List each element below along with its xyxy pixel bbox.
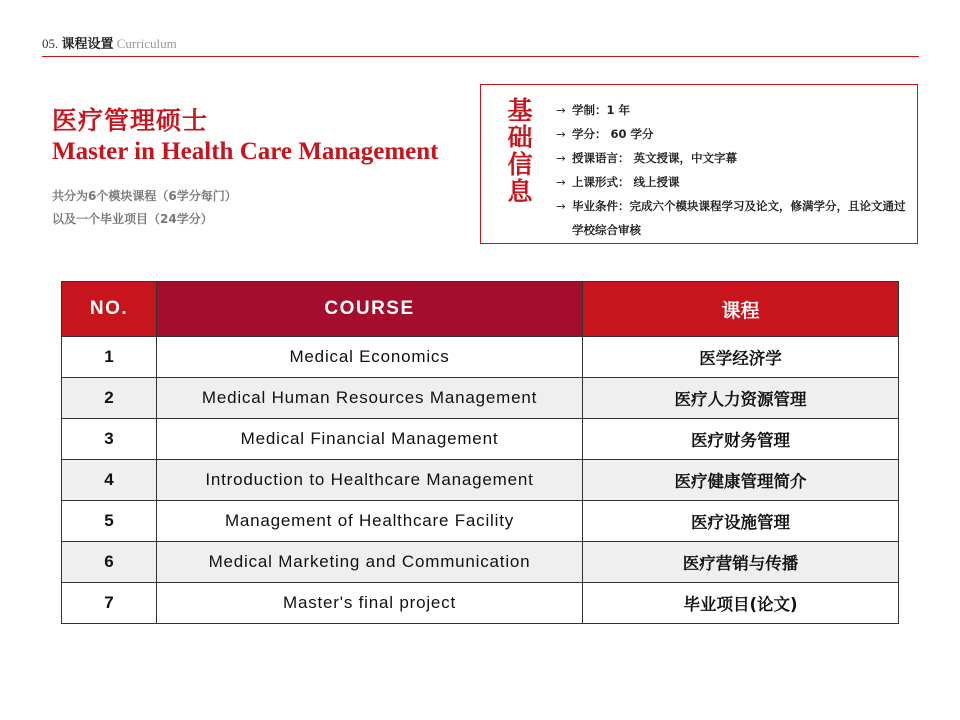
course-name-cn: 医疗财务管理: [583, 419, 899, 460]
course-number: 7: [62, 583, 157, 624]
info-item-format: [556, 170, 911, 194]
course-name-en: Medical Human Resources Management: [157, 378, 583, 419]
info-item-text: 授课语言： 英文授课，中文字幕: [572, 151, 738, 165]
info-item-duration: [556, 98, 911, 122]
course-name-cn: 医学经济学: [583, 337, 899, 378]
info-item-text: 毕业条件：完成六个模块课程学习及论文，修满学分，且论文通过学校综合审核: [572, 199, 906, 237]
course-name-en: Medical Financial Management: [157, 419, 583, 460]
course-name-en: Medical Marketing and Communication: [157, 542, 583, 583]
course-number: 6: [62, 542, 157, 583]
program-summary-line-2: 以及一个毕业项目（24学分）: [52, 212, 213, 226]
basic-info-title-char: 信: [507, 150, 533, 179]
arrow-right-icon: →: [556, 127, 566, 141]
section-title-en: Curriculum: [116, 36, 177, 51]
info-item-language: [556, 146, 911, 170]
program-title-en: Master in Health Care Management: [52, 138, 439, 165]
course-number: 2: [62, 378, 157, 419]
table-row: [62, 542, 899, 583]
table-row: [62, 337, 899, 378]
info-item-graduation: [556, 194, 911, 242]
table-row: [62, 378, 899, 419]
course-number: 5: [62, 501, 157, 542]
table-row: [62, 583, 899, 624]
column-header-course-cn: 课程: [583, 282, 899, 337]
course-number: 1: [62, 337, 157, 378]
course-name-cn: 毕业项目(论文): [583, 583, 899, 624]
course-name-en: Master's final project: [157, 583, 583, 624]
basic-info-title-char: 础: [507, 123, 533, 152]
basic-info-title: [505, 97, 535, 205]
arrow-right-icon: →: [556, 151, 566, 165]
table-row: [62, 501, 899, 542]
info-item-credits: [556, 122, 911, 146]
arrow-right-icon: →: [556, 103, 566, 117]
course-number: 3: [62, 419, 157, 460]
basic-info-list: [556, 98, 911, 242]
table-header-row: [62, 282, 899, 337]
arrow-right-icon: →: [556, 175, 566, 189]
program-title-cn: 医疗管理硕士: [52, 106, 209, 135]
info-item-text: 学分： 60 学分: [572, 127, 654, 141]
info-item-text: 学制：1 年: [572, 103, 631, 117]
arrow-right-icon: →: [556, 199, 566, 213]
course-number: 4: [62, 460, 157, 501]
course-name-cn: 医疗人力资源管理: [583, 378, 899, 419]
course-table: [61, 281, 899, 624]
program-summary-line-1: 共分为6个模块课程（6学分每门）: [52, 189, 237, 203]
header-divider: [42, 56, 919, 57]
basic-info-title-char: 息: [507, 177, 533, 206]
info-item-text: 上课形式： 线上授课: [572, 175, 680, 189]
course-name-cn: 医疗设施管理: [583, 501, 899, 542]
course-name-en: Management of Healthcare Facility: [157, 501, 583, 542]
course-name-en: Introduction to Healthcare Management: [157, 460, 583, 501]
section-header: [42, 33, 177, 52]
section-title-cn: 课程设置: [61, 36, 114, 51]
column-header-no: NO.: [62, 282, 157, 337]
course-name-cn: 医疗营销与传播: [583, 542, 899, 583]
course-name-en: Medical Economics: [157, 337, 583, 378]
table-row: [62, 419, 899, 460]
course-name-cn: 医疗健康管理简介: [583, 460, 899, 501]
section-number: 05.: [42, 36, 59, 51]
column-header-course: COURSE: [157, 282, 583, 337]
table-row: [62, 460, 899, 501]
basic-info-title-char: 基: [507, 96, 533, 125]
